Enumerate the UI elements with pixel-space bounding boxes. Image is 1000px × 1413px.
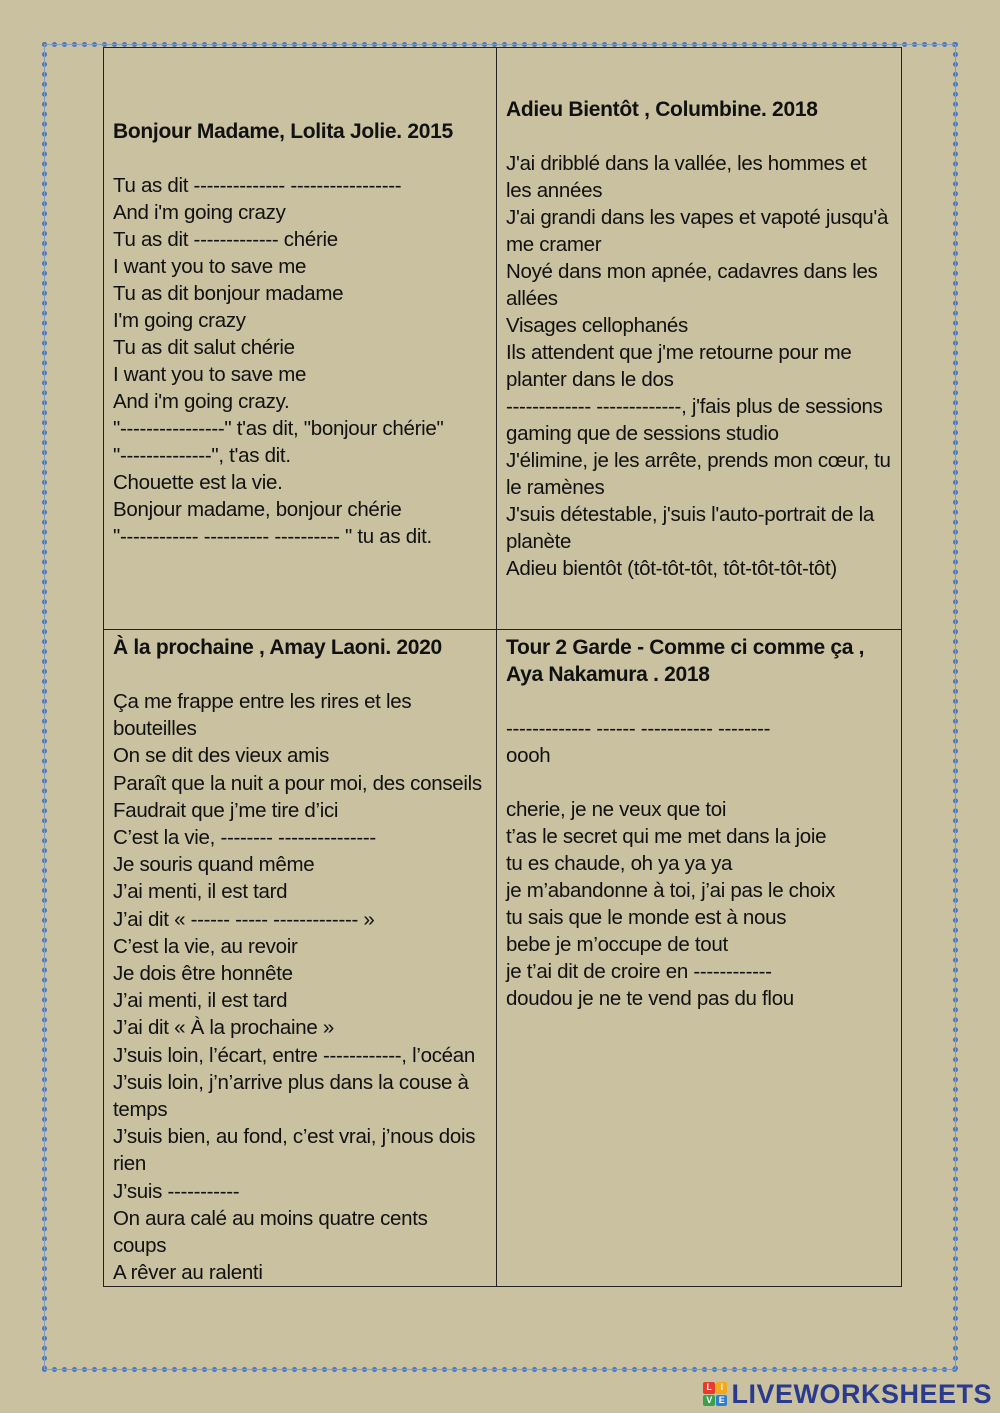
lyric-line: Je dois être honnête [113, 962, 293, 986]
lyric-line: cherie, je ne veux que toi [506, 798, 727, 821]
lyric-line: Bonjour madame, bonjour chérie [113, 498, 402, 521]
song-title: Tour 2 Garde - Comme ci comme ça , Aya Nakamura . 2018 [506, 636, 865, 686]
logo-text: LIVEWORKSHEETS [731, 1378, 992, 1409]
song-title: À la prochaine , Amay Laoni. 2020 [113, 636, 442, 659]
lyrics-table [103, 47, 902, 1287]
lyric-line: tu es chaude, oh ya ya ya [506, 852, 733, 875]
lyrics-list [506, 150, 891, 582]
lyric-line: Adieu bientôt (tôt-tôt-tôt, tôt-tôt-tôt-tôt) [506, 557, 837, 580]
lyric-line: C’est la vie, -------- --------------- [113, 826, 376, 850]
lyric-line: Ça me frappe entre les rires et les bouteilles [113, 690, 412, 741]
lyric-line: A rêver au ralenti [113, 1261, 263, 1285]
lyric-line: "------------ ---------- ---------- " tu as dit. [113, 525, 432, 548]
liveworksheets-logo [703, 1377, 992, 1411]
lyric-line: Tu as dit ------------- chérie [113, 228, 338, 251]
lyric-line: "--------------", t'as dit. [113, 444, 291, 467]
lyric-line: I want you to save me [113, 255, 307, 278]
lyric-line: Chouette est la vie. [113, 471, 283, 494]
lyric-line: "----------------" t'as dit, "bonjour chérie" [113, 417, 444, 440]
song-title: Bonjour Madame, Lolita Jolie. 2015 [113, 120, 453, 143]
lyric-line: J’ai dit « ------ ----- ------------- » [113, 907, 375, 931]
lyric-line: tu sais que le monde est à nous [506, 906, 787, 929]
lyric-line: Faudrait que j’me tire d’ici [113, 798, 339, 822]
lyric-line: je t’ai dit de croire en ------------ [506, 960, 772, 983]
lyric-line: J’ai menti, il est tard [113, 880, 288, 904]
lyric-line: Tu as dit -------------- ----------------- [113, 174, 402, 197]
logo-icon: L I V E [703, 1382, 727, 1406]
cell-comme-ci-comme-ca [497, 630, 901, 1286]
lyric-line: doudou je ne te vend pas du flou [506, 987, 794, 1010]
lyric-line: Tu as dit bonjour madame [113, 282, 344, 305]
lyric-line: bebe je m’occupe de tout [506, 933, 728, 956]
lyric-line: Je souris quand même [113, 853, 315, 877]
lyric-line: t’as le secret qui me met dans la joie [506, 825, 827, 848]
lyric-line: J'suis détestable, j'suis l'auto-portrait de la planète [506, 503, 874, 553]
lyric-line: J’ai menti, il est tard [113, 989, 288, 1013]
lyric-line: J’suis loin, l’écart, entre ------------, l’océan [113, 1043, 475, 1067]
lyric-line: Tu as dit salut chérie [113, 336, 295, 359]
lyric-line: On se dit des vieux amis [113, 744, 330, 768]
blank-line [506, 769, 891, 796]
lyric-line: Noyé dans mon apnée, cadavres dans les allées [506, 260, 878, 310]
lyric-line: J'ai dribblé dans la vallée, les hommes et les années [506, 152, 867, 202]
lyrics-list [113, 172, 486, 550]
lyric-line: Paraît que la nuit a pour moi, des conseils [113, 771, 482, 795]
lyric-line: J’ai dit « À la prochaine » [113, 1016, 334, 1040]
lyric-line: ------------- ------ ----------- -------- [506, 717, 771, 740]
lyric-line: I want you to save me [113, 363, 307, 386]
lyric-line: J’suis ----------- [113, 1179, 240, 1203]
lyrics-list [506, 715, 891, 1012]
lyric-line: ------------- -------------, j'fais plus de sessions gaming que de sessions studio [506, 395, 883, 445]
lyric-line: Ils attendent que j'me retourne pour me planter dans le dos [506, 341, 852, 391]
lyric-line: And i'm going crazy. [113, 390, 290, 413]
lyric-line: C’est la vie, au revoir [113, 934, 298, 958]
lyric-line: And i'm going crazy [113, 201, 286, 224]
lyric-line: J'élimine, je les arrête, prends mon cœur, tu le ramènes [506, 449, 891, 499]
lyric-line: I'm going crazy [113, 309, 246, 332]
lyric-line: J’suis bien, au fond, c’est vrai, j’nous dois rien [113, 1125, 476, 1176]
lyric-line: je m’abandonne à toi, j’ai pas le choix [506, 879, 836, 902]
cell-bonjour-madame [104, 48, 497, 630]
song-title: Adieu Bientôt , Columbine. 2018 [506, 98, 818, 121]
cell-a-la-prochaine [104, 630, 497, 1286]
lyric-line: oooh [506, 744, 551, 767]
lyric-line: Visages cellophanés [506, 314, 688, 337]
lyrics-list [113, 688, 486, 1286]
cell-adieu-bientot [497, 48, 901, 630]
lyric-line: On aura calé au moins quatre cents coups [113, 1206, 428, 1258]
lyric-line: J'ai grandi dans les vapes et vapoté jusqu'à me cramer [506, 206, 889, 256]
lyric-line: J’suis loin, j’n’arrive plus dans la couse à temps [113, 1070, 469, 1122]
